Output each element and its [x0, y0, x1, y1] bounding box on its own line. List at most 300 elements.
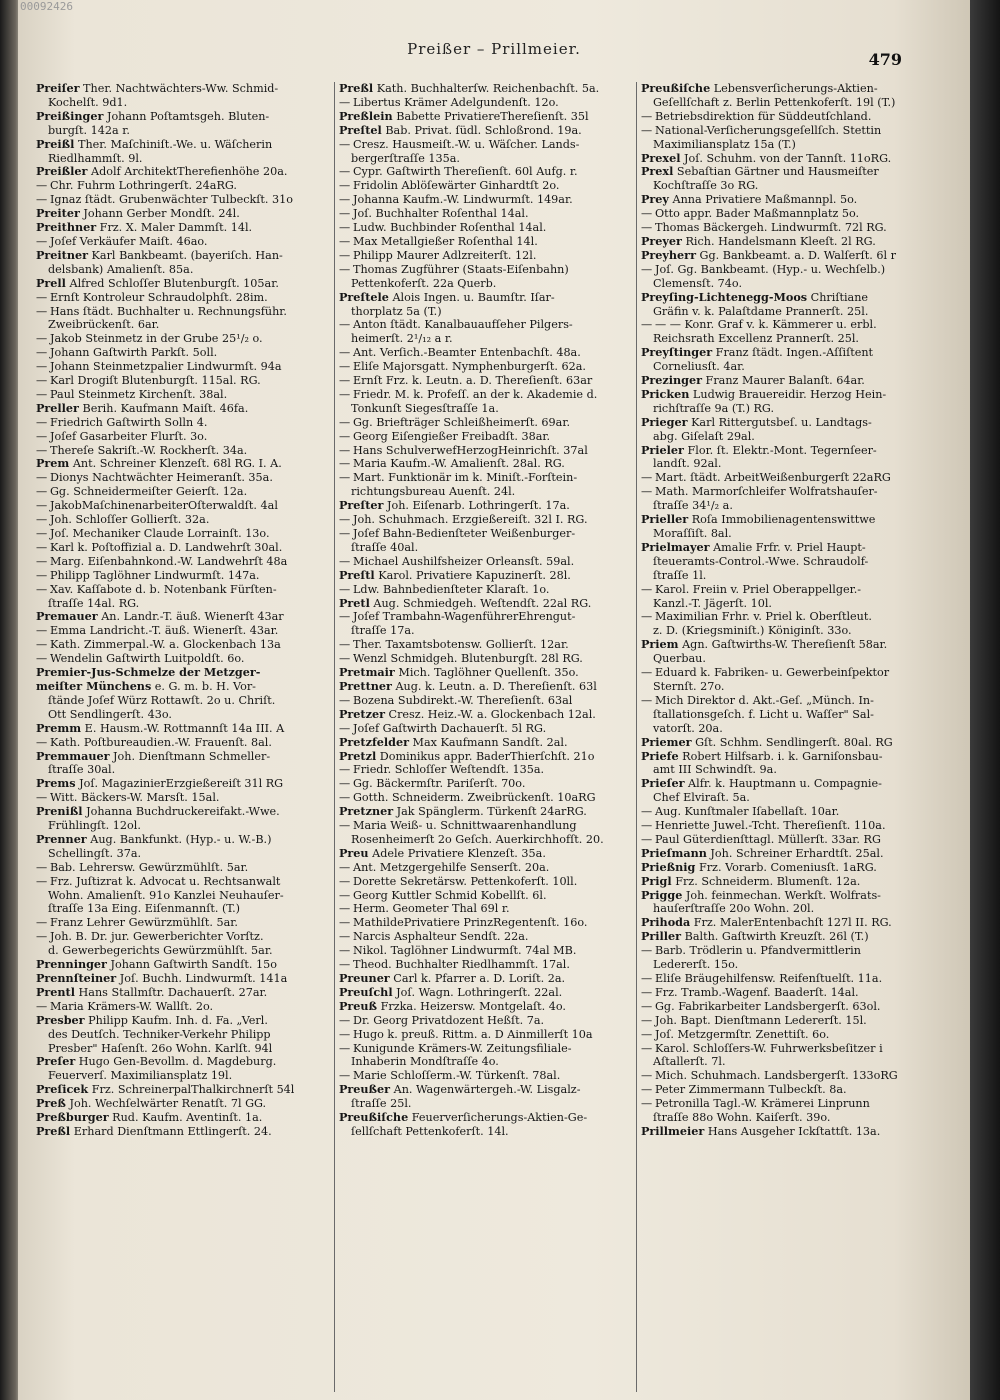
entry-surname: Preuß [339, 999, 378, 1013]
entry-surname: Prentl [36, 985, 75, 999]
entry-details: Jakob Steinmetz in der Grube 25¹/₂ o. [50, 332, 263, 346]
directory-entry [339, 930, 629, 944]
entry-details: Gſt. Schhm. Sendlingerſt. 80al. RG [691, 735, 893, 749]
entry-continuation: Inhaberin Mondſtraſſe 4o. [351, 1055, 499, 1069]
entry-surname: Premm [36, 721, 82, 735]
entry-continuation: burgſt. 142a r. [48, 123, 130, 137]
entry-surname: Prennſteiner [36, 972, 117, 985]
entry-details: Karl k. Poſtoffizial a. D. Landwehrſt 30al. [50, 540, 283, 554]
entry-continuation: ſtraſſe 88o Wohn. Kaiſerſt. 39o. [653, 1111, 831, 1125]
directory-entry [36, 1125, 326, 1139]
entry-details: Adele Privatiere Klenzeſt. 35a. [368, 846, 546, 860]
directory-entry [339, 902, 629, 916]
directory-entry [641, 763, 931, 777]
entry-details: Michael Aushilfsheizer Orleansſt. 59al. [353, 554, 575, 568]
directory-entry [36, 889, 326, 903]
directory-entry [339, 291, 629, 305]
ditto-dash: — [36, 624, 48, 638]
directory-entry [36, 875, 326, 889]
entry-details: Bozena Subdirekt.-W. Thereſienſt. 63al [353, 693, 573, 707]
ditto-dash: — [339, 944, 351, 958]
entry-surname: Preiſer [36, 82, 80, 95]
directory-entry [36, 819, 326, 833]
entry-details: E. Hausm.-W. Rottmannſt 14a III. A [81, 721, 285, 735]
directory-entry [641, 833, 931, 847]
entry-details: Joſef Bahn-Bedienſteter Weißenburger- [353, 527, 576, 540]
entry-details: Karl Bankbeamt. (bayeriſch. Han- [88, 248, 283, 262]
entry-continuation: ſtallationsgeſch. f. Licht u. Waſſer" Sal- [653, 707, 874, 721]
entry-details: Xav. Kaſſabote d. b. Notenbank Fürſten- [50, 582, 277, 596]
entry-continuation: Corneliusſt. 4ar. [653, 360, 745, 374]
ditto-dash: — [641, 999, 653, 1013]
directory-entry [641, 471, 931, 485]
directory-entry [36, 541, 326, 555]
entry-surname: Preyſing-Lichtenegg-Moos [641, 290, 808, 304]
entry-details: Gg. Fabrikarbeiter Landsbergerſt. 63ol. [655, 999, 881, 1013]
entry-details: Wenzl Schmidgeh. Blutenburgſt. 28l RG. [353, 652, 583, 666]
ditto-dash: — [36, 513, 48, 527]
entry-details: Mart. ſtädt. ArbeitWeißenburgerſt 22aRG [655, 471, 891, 485]
entry-details: Mart. Funktionär im k. Miniſt.-Forſtein- [353, 471, 578, 485]
entry-details: Joſef Gasarbeiter Flurſt. 3o. [50, 429, 208, 443]
directory-entry [641, 263, 931, 277]
entry-continuation: ſellſchaft Pettenkoferſt. 14l. [351, 1124, 509, 1138]
directory-entry [36, 902, 326, 916]
directory-entry [641, 1055, 931, 1069]
entry-surname: Preußer [339, 1083, 391, 1097]
ditto-dash: — [339, 443, 351, 457]
directory-entry [36, 305, 326, 319]
entry-continuation: Querbau. [653, 652, 706, 666]
directory-entry [339, 165, 629, 179]
ditto-dash: — [641, 693, 653, 707]
directory-entry [641, 165, 931, 179]
directory-entry [641, 499, 931, 513]
ditto-dash: — [339, 916, 351, 930]
entry-details: Friedr. M. k. Profeſſ. an der k. Akademie d. [353, 387, 598, 401]
directory-entry [339, 1111, 629, 1125]
entry-continuation: ſtraſſe 13a Eing. Eiſenmannſt. (T.) [48, 902, 241, 916]
entry-details: Maria Krämers-W. Wallſt. 2o. [50, 999, 214, 1013]
entry-details: Cresz. Hausmeiſt.-W. u. Wäſcher. Lands- [353, 137, 580, 151]
directory-entry [36, 277, 326, 291]
directory-entry [36, 1083, 326, 1097]
directory-entry [641, 96, 931, 110]
entry-details: MathildePrivatiere PrinzRegentenſt. 16o. [353, 916, 588, 930]
entry-continuation: Feuerverſ. Maximiliansplatz 19l. [48, 1069, 233, 1083]
entry-continuation: Kanzl.-T. Jägerſt. 10l. [653, 596, 772, 610]
entry-continuation: thorplatz 5a (T.) [351, 304, 442, 318]
entry-details: Ludw. Buchbinder Roſenthal 14al. [353, 221, 547, 235]
entry-details: Herm. Geometer Thal 69l r. [353, 902, 510, 916]
entry-surname: Priem [641, 638, 679, 652]
entry-continuation: Chef Elviraſt. 5a. [653, 791, 750, 805]
entry-details: Franz ſtädt. Ingen.-Aſſiſtent [712, 346, 874, 360]
ditto-dash: — [36, 234, 48, 248]
directory-entry [339, 1083, 629, 1097]
entry-details: Joſ. Mechaniker Claude Lorrainſt. 13o. [50, 527, 270, 540]
page-title: Preißer – Prillmeier. [407, 40, 581, 58]
entry-details: Georg Kuttler Schmid Kobellſt. 6l. [353, 888, 547, 902]
entry-details: Ignaz ſtädt. Grubenwächter Tulbeckſt. 31o [50, 193, 293, 207]
directory-entry [339, 624, 629, 638]
directory-entry [339, 652, 629, 666]
entry-details: Mich. Schuhmach. Landsbergerſt. 133oRG [655, 1069, 898, 1083]
entry-continuation: ſteueramts-Control.-Wwe. Schraudolf- [653, 554, 869, 568]
ditto-dash: — [36, 429, 48, 443]
entry-details: JakobMaſchinenarbeiterOſterwaldſt. 4al [50, 499, 278, 513]
ditto-dash: — [339, 374, 351, 388]
entry-surname: Prigl [641, 874, 672, 888]
entry-surname: Preſtele [339, 290, 389, 304]
entry-surname: Preißl [36, 137, 75, 151]
entry-surname: Prell [36, 276, 66, 290]
ditto-dash: — [339, 234, 351, 248]
entry-continuation: Reichsrath Excellenz Prannerſt. 25l. [653, 332, 859, 346]
directory-entry [36, 332, 326, 346]
directory-entry [36, 777, 326, 791]
directory-entry [641, 1125, 931, 1139]
ditto-dash: — [339, 1041, 351, 1055]
directory-entry [339, 152, 629, 166]
entry-details: Aug. Schmiedgeh. Weſtendſt. 22al RG. [369, 596, 592, 610]
entry-details: Karl Rittergutsbeſ. u. Landtags- [687, 415, 872, 429]
entry-details: Ludwig Brauereidir. Herzog Hein- [689, 387, 887, 401]
entry-details: Philipp Kaufm. Inh. d. Fa. „Verl. [84, 1013, 268, 1027]
entry-details: Narcis Asphalteur Sendſt. 22a. [353, 930, 529, 944]
directory-entry [641, 889, 931, 903]
entry-surname: Prems [36, 777, 76, 791]
directory-entry [641, 638, 931, 652]
directory-entry [36, 527, 326, 541]
directory-entry [36, 124, 326, 138]
entry-surname: Pretzer [339, 707, 385, 721]
entry-surname: Prieler [641, 443, 684, 457]
directory-entry [36, 610, 326, 624]
entry-details: An. Wagenwärtergeh.-W. Lisgalz- [390, 1083, 581, 1097]
entry-surname: Prieſmann [641, 846, 707, 860]
entry-details: Philipp Maurer Adlzreiterſt. 12l. [353, 248, 537, 262]
ditto-dash: — [339, 471, 351, 485]
directory-entry [36, 958, 326, 972]
entry-details: Aug. k. Leutn. a. D. Thereſienſt. 63l [391, 679, 597, 693]
directory-entry [36, 360, 326, 374]
entry-details: Carl k. Pfarrer a. D. Loriſt. 2a. [389, 972, 566, 985]
directory-entry [339, 360, 629, 374]
entry-details: Eliſe Bräugehilfensw. Reifenſtuelſt. 11a. [655, 972, 883, 985]
directory-entry [641, 1069, 931, 1083]
directory-entry [339, 1014, 629, 1028]
entry-details: Otto appr. Bader Maßmannplatz 5o. [655, 207, 860, 221]
ditto-dash: — [641, 832, 653, 846]
entry-surname: meiſter Münchens [36, 679, 152, 693]
entry-surname: Presber [36, 1013, 85, 1027]
entry-details: Theod. Buchhalter Riedlhammſt. 17al. [353, 958, 570, 972]
ditto-dash: — [339, 179, 351, 193]
directory-entry [339, 374, 629, 388]
directory-entry [641, 944, 931, 958]
ditto-dash: — [339, 415, 351, 429]
entry-details: e. G. m. b. H. Vor- [151, 679, 256, 693]
directory-entry [339, 263, 629, 277]
directory-entry [339, 722, 629, 736]
directory-entry [641, 569, 931, 583]
entry-details: Sebaſtian Gärtner und Hausmeiſter [673, 165, 879, 179]
entry-surname: Preyer [641, 234, 682, 248]
entry-continuation: Aſtallerſt. 7l. [653, 1055, 726, 1069]
directory-entry [641, 861, 931, 875]
directory-entry [641, 374, 931, 388]
directory-entry [36, 986, 326, 1000]
directory-entry [641, 513, 931, 527]
entry-details: Gg. Briefträger Schleißheimerſt. 69ar. [353, 415, 571, 429]
ditto-dash: — [36, 916, 48, 930]
entry-surname: Prexl [641, 165, 674, 179]
ditto-dash: — [641, 805, 653, 819]
directory-entry [36, 1042, 326, 1056]
directory-entry [641, 791, 931, 805]
directory-entry [339, 332, 629, 346]
entry-details: Cresz. Heiz.-W. a. Glockenbach 12al. [384, 707, 596, 721]
directory-entry [339, 666, 629, 680]
directory-entry [339, 402, 629, 416]
entry-continuation: Riedlhammſt. 9l. [48, 151, 143, 165]
directory-entry [641, 485, 931, 499]
directory-entry [641, 847, 931, 861]
ditto-dash: — [339, 930, 351, 944]
entry-details: Georg Eiſengießer Freibadſt. 38ar. [353, 429, 551, 443]
entry-surname: Preßl [36, 1124, 71, 1138]
directory-entry [641, 332, 931, 346]
entry-surname: Prieller [641, 513, 689, 527]
entry-surname: Prettner [339, 679, 392, 693]
directory-entry [36, 179, 326, 193]
directory-entry [36, 736, 326, 750]
directory-entry [36, 1111, 326, 1125]
entry-details: Frz. MalerEntenbachſt 127l II. RG. [690, 916, 892, 930]
directory-entry [36, 930, 326, 944]
directory-entry [339, 847, 629, 861]
directory-entry [641, 736, 931, 750]
directory-entry [641, 235, 931, 249]
entry-continuation: heimerſt. 2¹/₁₂ a r. [351, 332, 453, 346]
entry-details: Hans Stallmſtr. Dachauerſt. 27ar. [74, 985, 268, 999]
directory-entry [36, 416, 326, 430]
entry-surname: Prillmeier [641, 1124, 705, 1138]
entry-details: Joh. B. Dr. jur. Gewerberichter Vorſtz. [50, 930, 264, 944]
entry-details: Johanna Buchdruckereifakt.-Wwe. [82, 805, 280, 819]
directory-entry [339, 485, 629, 499]
entry-details: Petronilla Tagl.-W. Krämerei Linprunn [655, 1097, 870, 1111]
directory-entry [641, 958, 931, 972]
directory-entry [641, 110, 931, 124]
ditto-dash: — [339, 791, 351, 805]
directory-entry [641, 249, 931, 263]
ditto-dash: — [641, 221, 653, 235]
entry-details: Dr. Georg Privatdozent Heßſt. 7a. [353, 1013, 545, 1027]
entry-details: Adolf ArchitektTherefienhöhe 20a. [87, 165, 288, 179]
directory-entry [641, 694, 931, 708]
directory-entry [339, 791, 629, 805]
directory-entry [36, 110, 326, 124]
entry-details: Berih. Kaufmann Maiſt. 46fa. [78, 401, 249, 415]
entry-surname: Preſter [339, 499, 384, 513]
entry-details: Betriebsdirektion für Süddeutſchland. [655, 109, 872, 123]
entry-details: Ernſt Frz. k. Leutn. a. D. Thereſienſt. 63ar [353, 374, 593, 388]
directory-entry [339, 388, 629, 402]
entry-surname: Prielmayer [641, 540, 710, 554]
directory-entry [36, 944, 326, 958]
entry-surname: Preſicek [36, 1083, 89, 1097]
entry-continuation: Ott Sendlingerſt. 43o. [48, 707, 172, 721]
directory-entry [641, 805, 931, 819]
entry-details: Philipp Taglöhner Lindwurmſt. 147a. [50, 568, 260, 582]
directory-entry [339, 583, 629, 597]
entry-details: Joh. Eiſenarb. Lothringerſt. 17a. [383, 499, 570, 513]
entry-continuation: Kochſtraſſe 3o RG. [653, 179, 759, 193]
entry-details: Alois Ingen. u. Baumſtr. Iſar- [388, 290, 555, 304]
entry-surname: Preiter [36, 207, 80, 221]
entry-details: Kath. Poſtbureaudien.-W. Frauenſt. 8al. [50, 735, 272, 749]
directory-entry [339, 471, 629, 485]
entry-details: Marg. Eiſenbahnkond.-W. Landwehrſt 48a [50, 554, 288, 568]
column-2 [334, 82, 629, 1392]
entry-surname: Prexel [641, 151, 681, 165]
entry-details: Ther. Maſchiniſt.-We. u. Wäſcherin [74, 137, 273, 151]
entry-continuation: Zweibrückenſt. 6ar. [48, 318, 160, 332]
directory-entry [641, 652, 931, 666]
directory-entry [36, 833, 326, 847]
entry-surname: Preßl [339, 82, 374, 95]
directory-entry [36, 583, 326, 597]
entry-details: Hugo k. preuß. Rittm. a. D Ainmillerſt 10a [353, 1027, 593, 1041]
entry-details: Frz. SchreinerpalThalkirchnerſt 54l [88, 1083, 295, 1097]
entry-details: Paul Steinmetz Kirchenſt. 38al. [50, 387, 228, 401]
directory-entry [339, 861, 629, 875]
entry-continuation: abg. Giſelaſt 29al. [653, 429, 755, 443]
ditto-dash: — [339, 248, 351, 262]
directory-entry [641, 1111, 931, 1125]
directory-entry [339, 597, 629, 611]
entry-details: Alfred Schloſſer Blutenburgſt. 105ar. [65, 276, 279, 290]
entry-surname: Pricken [641, 387, 690, 401]
ditto-dash: — [36, 471, 48, 485]
entry-details: Joſef Gaſtwirth Dachauerſt. 5l RG. [353, 721, 547, 735]
entry-surname: Preuner [339, 972, 390, 985]
directory-entry [339, 249, 629, 263]
entry-continuation: ſtraſſe 1l. [653, 568, 707, 582]
directory-entry [36, 152, 326, 166]
entry-details: Henriette Juwel.-Tcht. Thereſienſt. 110a. [655, 819, 886, 833]
entry-surname: Prenißl [36, 805, 83, 819]
entry-details: Rud. Kaufm. Aventinſt. 1a. [108, 1111, 263, 1125]
ditto-dash: — [339, 221, 351, 235]
entry-details: Ant. Schreiner Klenzeſt. 68l RG. I. A. [69, 457, 282, 471]
directory-entry [339, 499, 629, 513]
directory-entry [36, 1000, 326, 1014]
directory-entry [36, 694, 326, 708]
entry-details: Kath. Buchhalterſw. Reichenbachſt. 5a. [373, 82, 600, 95]
entry-details: Eduard k. Fabriken- u. Gewerbeinſpektor [655, 666, 890, 680]
ditto-dash: — [339, 819, 351, 833]
directory-entry [36, 791, 326, 805]
entry-details: Fridolin Ablöſewärter Ginhardtſt 2o. [353, 179, 560, 193]
directory-entry [36, 165, 326, 179]
directory-entry [36, 388, 326, 402]
directory-entry [339, 235, 629, 249]
directory-entry [36, 666, 326, 680]
directory-entry [641, 430, 931, 444]
directory-entry [36, 1097, 326, 1111]
entry-details: Joſ. MagazinierErzgießereiſt 31l RG [75, 777, 284, 791]
ditto-dash: — [36, 332, 48, 346]
ditto-dash: — [339, 1013, 351, 1027]
directory-entry [36, 972, 326, 986]
ditto-dash: — [641, 262, 653, 276]
directory-entry [36, 916, 326, 930]
directory-entry [641, 193, 931, 207]
entry-details: Ant. Metzgergehilfe Senserſt. 20a. [353, 860, 550, 874]
directory-entry [36, 263, 326, 277]
directory-entry [36, 513, 326, 527]
directory-entry [641, 457, 931, 471]
entry-details: Maximilian Frhr. v. Priel k. Oberſtleut. [655, 610, 872, 624]
directory-page [18, 0, 970, 1400]
entry-continuation: ſtraſſe 25l. [351, 1097, 412, 1111]
ditto-dash: — [36, 499, 48, 513]
entry-details: Joh. Bapt. Dienſtmann Ledererſt. 15l. [655, 1013, 867, 1027]
directory-entry [641, 1097, 931, 1111]
ditto-dash: — [641, 1013, 653, 1027]
directory-entry [339, 833, 629, 847]
directory-entry [641, 388, 931, 402]
entry-details: Gg. Bäckermſtr. Pariſerſt. 70o. [353, 777, 526, 791]
directory-entry [339, 305, 629, 319]
entry-details: Frzka. Heizersw. Montgelaſt. 4o. [377, 999, 566, 1013]
ditto-dash: — [339, 777, 351, 791]
entry-details: Anna Privatiere Maßmannpl. 5o. [668, 193, 858, 207]
directory-entry [36, 708, 326, 722]
directory-entry [339, 1125, 629, 1139]
ditto-dash: — [339, 763, 351, 777]
entry-details: Joſ. Buchh. Lindwurmſt. 141a [116, 972, 288, 985]
directory-entry [339, 138, 629, 152]
entry-surname: Preißinger [36, 109, 104, 123]
entry-surname: Preſtl [339, 568, 375, 582]
entry-details: Johann Steinmetzpalier Lindwurmſt. 94a [50, 360, 282, 374]
ditto-dash: — [339, 860, 351, 874]
entry-surname: Priller [641, 930, 682, 944]
ditto-dash: — [339, 360, 351, 374]
ditto-dash: — [641, 1041, 653, 1055]
entry-details: Joſ. Wagn. Lothringerſt. 22al. [392, 985, 563, 999]
directory-entry [36, 138, 326, 152]
directory-entry [641, 138, 931, 152]
directory-entry [36, 750, 326, 764]
entry-details: Barb. Trödlerin u. Pfandvermittlerin [655, 944, 861, 958]
directory-entry [36, 763, 326, 777]
entry-surname: Preußiſche [339, 1111, 409, 1125]
ditto-dash: — [339, 554, 351, 568]
ditto-dash: — [36, 791, 48, 805]
directory-entry [36, 444, 326, 458]
ditto-dash: — [339, 429, 351, 443]
directory-entry [339, 875, 629, 889]
entry-surname: Prigge [641, 888, 683, 902]
entry-details: Maria Kaufm.-W. Amalienſt. 28al. RG. [353, 457, 565, 471]
directory-entry [339, 1097, 629, 1111]
directory-entry [641, 916, 931, 930]
